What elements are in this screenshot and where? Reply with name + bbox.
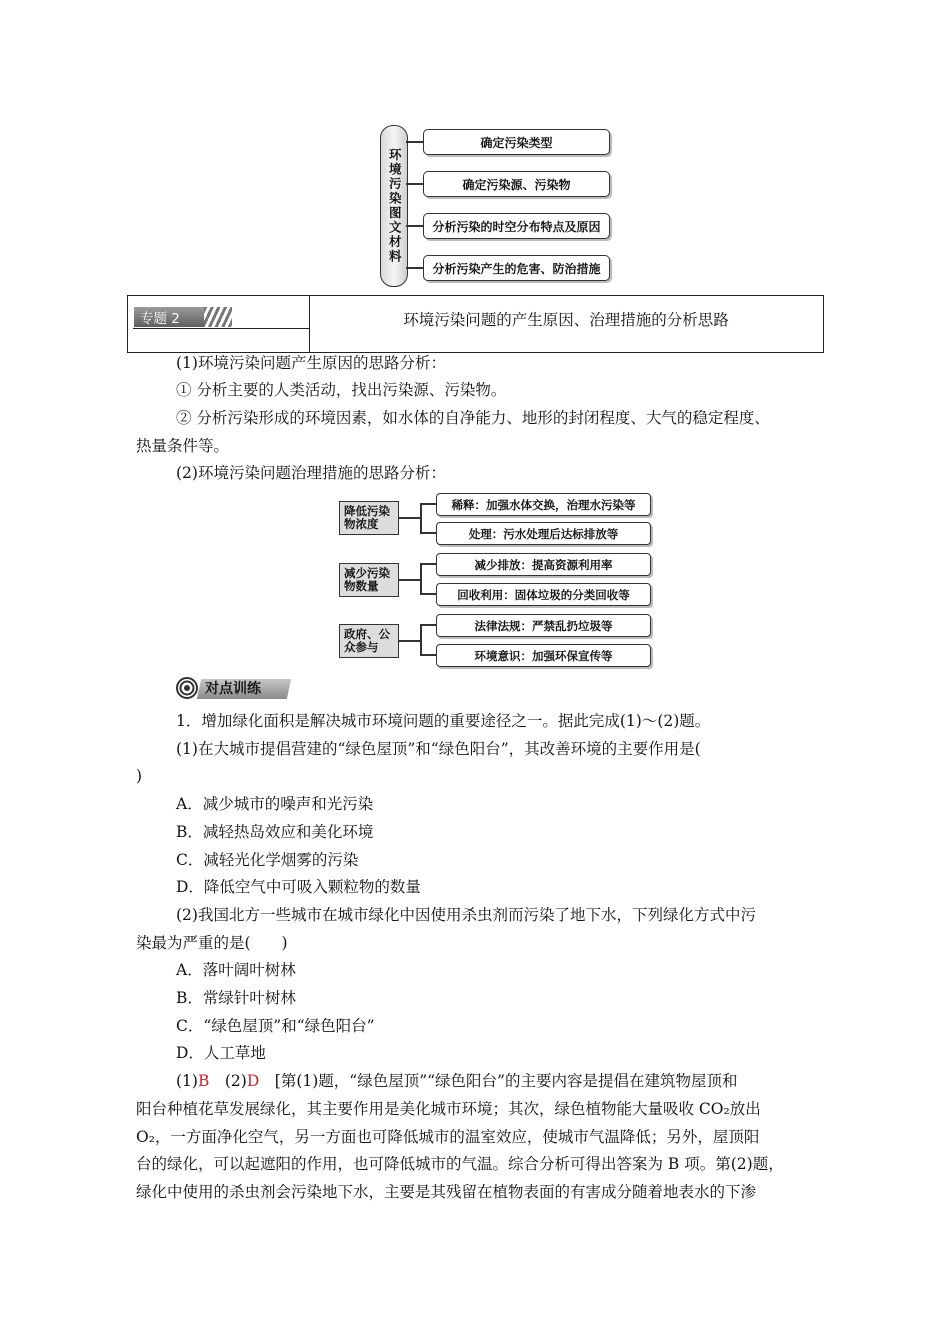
diagram2-item: 回收利用：固体垃圾的分类回收等 [436, 583, 651, 606]
answer-line: 绿化中使用的杀虫剂会污染地下水，主要是其残留在植物表面的有害成分随着地表水的下渗 [136, 1183, 757, 1201]
option-line: C．减轻光化学烟雾的污染 [176, 851, 359, 869]
question-line: (2)我国北方一些城市在城市绿化中因使用杀虫剂而污染了地下水，下列绿化方式中污 [176, 906, 756, 924]
paragraph-line: ② 分析污染形成的环境因素，如水体的自净能力、地形的封闭程度、大气的稳定程度、 [176, 409, 770, 427]
diagram2-connector [420, 503, 436, 505]
answer-prefix-2: (2) [209, 1072, 247, 1090]
section-header-underline [133, 328, 309, 329]
paragraph-line: 热量条件等。 [136, 437, 230, 455]
option-line: A．减少城市的噪声和光污染 [176, 795, 374, 813]
answer-prefix-1: (1) [176, 1072, 198, 1090]
diagram1-connector [406, 141, 423, 143]
option-line: D．降低空气中可吸入颗粒物的数量 [176, 878, 421, 896]
diagram2-connector [420, 563, 436, 565]
diagram1-item: 分析污染产生的危害、防治措施 [423, 255, 610, 281]
answer-line: O₂，一方面净化空气，另一方面也可降低城市的温室效应，使城市气温降低；另外，屋顶阳 [136, 1128, 760, 1146]
diagram2-group-label: 降低污染物浓度 [339, 501, 399, 535]
diagram2-item: 减少排放：提高资源利用率 [436, 553, 651, 576]
answer-1: B [197, 1072, 210, 1090]
option-line: B．常绿针叶树林 [176, 989, 296, 1007]
diagram1-connector [406, 225, 423, 227]
section-tag-stripes [204, 307, 232, 327]
diagram1-item: 分析污染的时空分布特点及原因 [423, 213, 610, 239]
option-line: A．落叶阔叶树林 [176, 961, 296, 979]
paragraph-line: ① 分析主要的人类活动，找出污染源、污染物。 [176, 381, 507, 399]
target-icon [176, 677, 198, 699]
diagram2-connector [420, 624, 436, 626]
diagram1-item: 确定污染类型 [423, 129, 610, 155]
diagram2-connector [420, 563, 422, 594]
diagram2-item: 稀释：加强水体交换，治理水污染等 [436, 493, 651, 516]
option-line: C．“绿色屋顶”和“绿色阳台” [176, 1017, 375, 1035]
diagram1-root: 环境污染图文材料 [380, 125, 408, 287]
question-line: 染最为严重的是( ) [136, 934, 288, 952]
answer-2: D [246, 1072, 260, 1090]
section-tag: 专题 2 [134, 307, 204, 327]
answer-line: 台的绿化，可以起遮阳的作用，也可降低城市的气温。综合分析可得出答案为 B 项。第(2)题， [136, 1155, 784, 1173]
diagram2-item: 环境意识：加强环保宣传等 [436, 644, 651, 667]
diagram2-connector [420, 624, 422, 655]
diagram1-item: 确定污染源、污染物 [423, 171, 610, 197]
section-title: 环境污染问题的产生原因、治理措施的分析思路 [403, 311, 729, 329]
question-line: 1．增加绿化面积是解决城市环境问题的重要途径之一。据此完成(1)～(2)题。 [176, 712, 711, 730]
answer-line [176, 1071, 737, 1091]
diagram2-connector [399, 640, 420, 642]
diagram2-group-label: 政府、公众参与 [339, 624, 399, 658]
diagram2-connector [420, 503, 422, 533]
diagram1-connector [406, 267, 423, 269]
diagram1-connector [406, 183, 423, 185]
diagram2-connector [399, 579, 420, 581]
paragraph-line: (2)环境污染问题治理措施的思路分析： [176, 464, 446, 482]
diagram2-item: 处理：污水处理后达标排放等 [436, 522, 651, 545]
diagram2-connector [420, 654, 436, 656]
diagram2-connector [420, 532, 436, 534]
training-banner-text: 对点训练 [205, 681, 261, 697]
option-line: B．减轻热岛效应和美化环境 [176, 823, 374, 841]
diagram2-connector [420, 593, 436, 595]
option-line: D．人工草地 [176, 1044, 266, 1062]
diagram2-connector [399, 517, 420, 519]
diagram2-group-label: 减少污染物数量 [339, 563, 399, 597]
question-line: (1)在大城市提倡营建的“绿色屋顶”和“绿色阳台”，其改善环境的主要作用是( [176, 740, 701, 758]
question-line: ) [136, 767, 143, 785]
answer-explanation-start: [第(1)题，“绿色屋顶”“绿色阳台”的主要内容是提倡在建筑物屋顶和 [259, 1072, 738, 1090]
paragraph-line: (1)环境污染问题产生原因的思路分析： [176, 354, 446, 372]
diagram2-item: 法律法规：严禁乱扔垃圾等 [436, 614, 651, 637]
answer-line: 阳台种植花草发展绿化，其主要作用是美化城市环境；其次，绿色植物能大量吸收 CO₂放出 [136, 1100, 761, 1118]
